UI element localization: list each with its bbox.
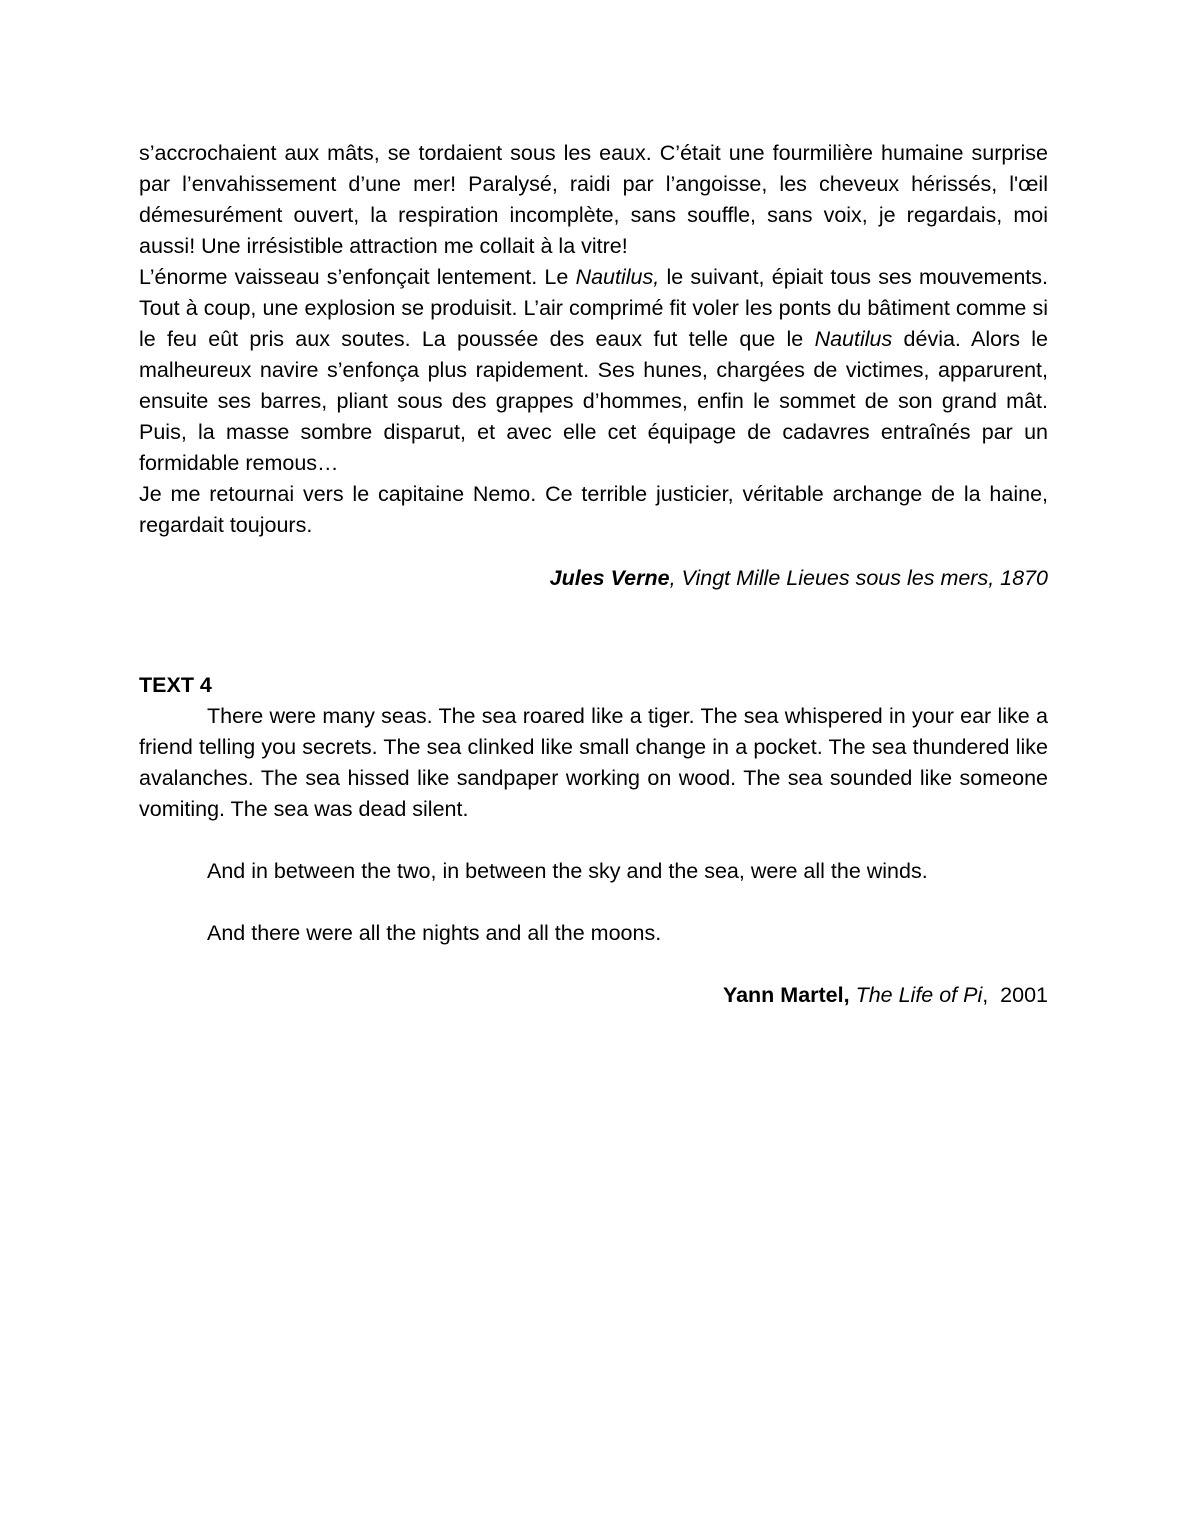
text4-heading: TEXT 4 (139, 673, 212, 697)
nautilus-italic-run: Nautilus, (575, 265, 660, 289)
martel-work-title: The Life of Pi (849, 983, 983, 1007)
text4-paragraph-1: There were many seas. The sea roared like a tiger. The sea whispered in your ear like a friend telling you secrets. The sea clinked like small change in a pocket. The sea thundered like avalanches. The sea hissed like sandpaper working on wood. The sea sounded like someone vomiting. The sea was dead silent. (139, 704, 1048, 821)
text-run: dévia. Alors le malheureux navire s’enfonça plus rapidement. Ses hunes, chargées de victimes, apparurent, ensuite ses barres, pliant sous des grappes d’hommes, enfin le sommet de son grand mât. Puis, la masse sombre disparut, et avec elle cet équipage de cadavres entraînés par un formidable remous… (139, 327, 1049, 475)
verne-work-title: , Vingt Mille Lieues sous les mers, 1870 (669, 566, 1048, 590)
text-run: L’énorme vaisseau s’enfonçait lentement. Le (139, 265, 576, 289)
text-run: le suivant, épiait tous ses mouvements. Tout à coup, une explosion se produisit. L’air comprimé fit voler les ponts du bâtiment comme si le feu eût pris aux soutes. La poussée des eaux fut telle que le (139, 265, 1048, 351)
verne-paragraph-1: s’accrochaient aux mâts, se tordaient sous les eaux. C’était une fourmilière humaine surprise par l’envahissement d’une mer! Paralysé, raidi par l’angoisse, les cheveux hérissés, l'œil démesurément ouvert, la respiration incomplète, sans souffle, sans voix, je regardais, moi aussi! Une irrésistible attraction me collait à la vitre! (139, 141, 1048, 258)
martel-author: Yann Martel, (722, 983, 850, 1007)
martel-attribution (139, 980, 1048, 1011)
verne-paragraph-3: Je me retournai vers le capitaine Nemo. Ce terrible justicier, véritable archange de la haine, regardait toujours. (139, 482, 1048, 537)
verne-attribution (139, 563, 1048, 594)
verne-paragraph-2 (139, 262, 1048, 479)
text4-paragraph-2: And in between the two, in between the sky and the sea, were all the winds. (207, 859, 928, 883)
martel-year: , 2001 (982, 983, 1048, 1007)
nautilus-italic-run: Nautilus (814, 327, 893, 351)
verne-author: Jules Verne (549, 566, 670, 590)
text4-paragraph-3: And there were all the nights and all the moons. (207, 921, 662, 945)
